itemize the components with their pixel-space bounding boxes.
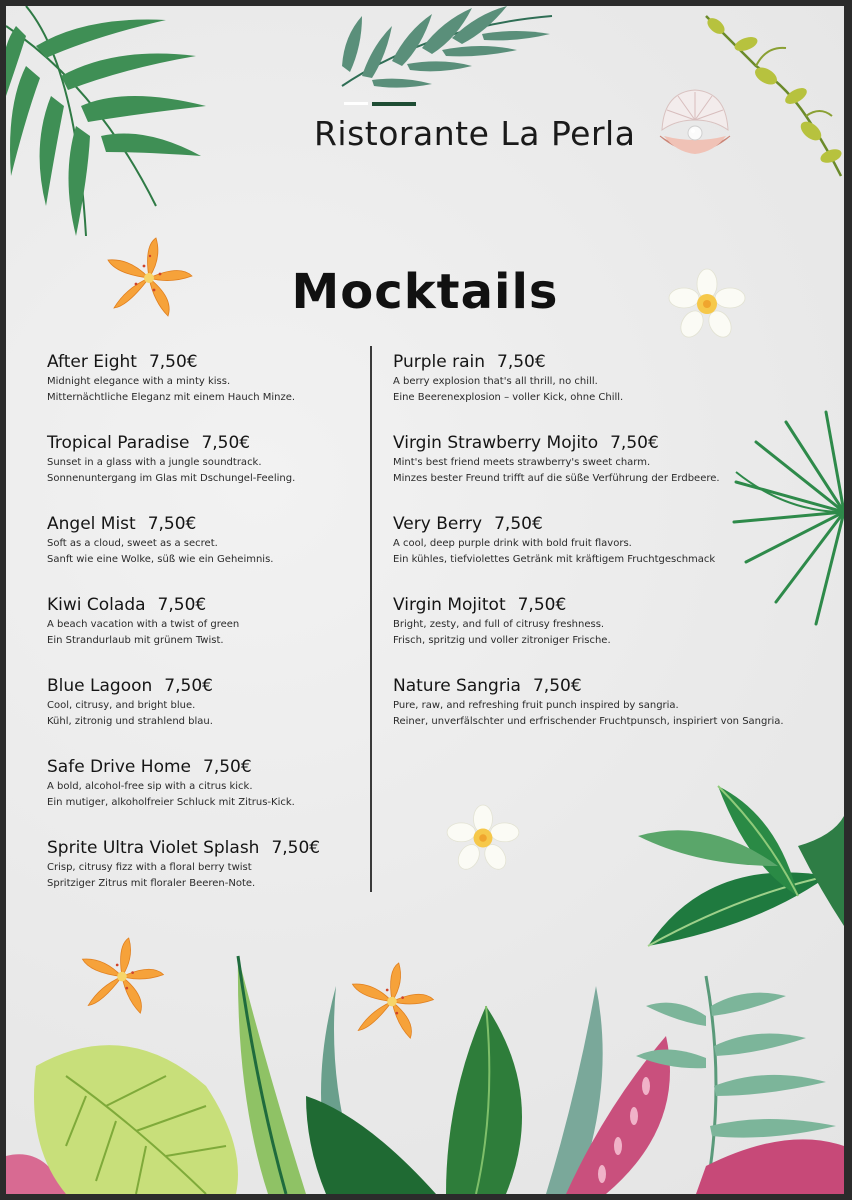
menu-item [393, 512, 833, 593]
menu-item [47, 755, 367, 836]
item-price: 7,50€ [610, 433, 659, 453]
item-description-de: Minzes bester Freund trifft auf die süße Verführung der Erdbeere. [393, 473, 720, 484]
menu-item [393, 674, 833, 755]
item-price: 7,50€ [203, 757, 252, 777]
item-description-de: Spritziger Zitrus mit floraler Beeren-Note. [47, 878, 256, 889]
palm-leaf-icon [322, 6, 562, 96]
item-name: Very Berry [393, 514, 483, 534]
item-price: 7,50€ [164, 676, 213, 696]
item-price: 7,50€ [148, 352, 198, 372]
item-description-en: A cool, deep purple drink with bold fruit flavors. [393, 538, 632, 549]
item-description-en: Sunset in a glass with a jungle soundtrack. [47, 457, 262, 468]
header-accent-line [344, 102, 368, 105]
frangipani-flower-icon [446, 804, 520, 872]
menu-item [393, 350, 833, 431]
item-description-de: Sanft wie eine Wolke, süß wie ein Geheimnis. [47, 554, 274, 565]
item-description-de: Frisch, spritzig und voller zitroniger Frische. [393, 635, 611, 646]
item-name: After Eight [47, 352, 137, 372]
shell-pearl-icon [654, 86, 736, 168]
item-description-en: Mint's best friend meets strawberry's sweet charm. [393, 457, 651, 468]
item-description-en: Crisp, citrusy fizz with a floral berry twist [47, 862, 252, 873]
menu-column-right [393, 350, 833, 755]
item-price: 7,50€ [517, 595, 567, 615]
item-description-en: Cool, citrusy, and bright blue. [47, 700, 196, 711]
item-name: Blue Lagoon [47, 676, 153, 696]
menu-item [47, 512, 367, 593]
menu-item [393, 431, 833, 512]
header-accent-line [372, 102, 416, 106]
item-price: 7,50€ [201, 433, 251, 453]
item-description-de: Ein kühles, tiefviolettes Getränk mit kräftigem Fruchtgeschmack [393, 554, 716, 565]
tropical-leaves-icon [628, 776, 844, 956]
menu-item [47, 836, 367, 917]
palm-leaf-icon [6, 6, 226, 246]
item-description-de: Kühl, zitronig und strahlend blau. [47, 716, 213, 727]
item-price: 7,50€ [147, 514, 197, 534]
tropical-leaves-icon [6, 946, 844, 1194]
menu-page [6, 6, 844, 1194]
menu-item [47, 431, 367, 512]
menu-item [393, 593, 833, 674]
item-description-de: Eine Beerenexplosion – voller Kick, ohne Chill. [393, 392, 624, 403]
menu-item [47, 674, 367, 755]
item-description-en: A berry explosion that's all thrill, no chill. [393, 376, 598, 387]
item-description-de: Sonnenuntergang im Glas mit Dschungel-Feeling. [47, 473, 296, 484]
item-price: 7,50€ [494, 514, 543, 534]
column-divider [370, 346, 372, 892]
item-price: 7,50€ [271, 838, 321, 858]
item-description-en: A beach vacation with a twist of green [47, 619, 240, 630]
item-description-de: Ein mutiger, alkoholfreier Schluck mit Zitrus-Kick. [47, 797, 295, 808]
item-name: Tropical Paradise [47, 433, 190, 453]
restaurant-name: Ristorante La Perla [314, 114, 636, 153]
item-description-en: Pure, raw, and refreshing fruit punch inspired by sangria. [393, 700, 679, 711]
menu-title: Mocktails [291, 264, 559, 320]
item-price: 7,50€ [157, 595, 207, 615]
item-name: Virgin Mojitot [393, 595, 506, 615]
menu-column-left [47, 350, 367, 917]
item-description-en: A bold, alcohol-free sip with a citrus kick. [47, 781, 253, 792]
item-description-en: Soft as a cloud, sweet as a secret. [47, 538, 218, 549]
item-name: Angel Mist [47, 514, 136, 534]
item-name: Kiwi Colada [47, 595, 146, 615]
item-name: Nature Sangria [393, 676, 521, 696]
item-name: Virgin Strawberry Mojito [393, 433, 599, 453]
item-description-en: Midnight elegance with a minty kiss. [47, 376, 231, 387]
item-name: Purple rain [393, 352, 485, 372]
menu-item [47, 593, 367, 674]
item-description-de: Ein Strandurlaub mit grünem Twist. [47, 635, 224, 646]
item-name: Safe Drive Home [47, 757, 191, 777]
item-price: 7,50€ [497, 352, 546, 372]
item-description-en: Bright, zesty, and full of citrusy freshness. [393, 619, 605, 630]
item-name: Sprite Ultra Violet Splash [47, 838, 260, 858]
item-description-de: Mitternächtliche Eleganz mit einem Hauch Minze. [47, 392, 296, 403]
item-description-de: Reiner, unverfälschter und erfrischender Fruchtpunsch, inspiriert von Sangria. [393, 716, 784, 727]
menu-item [47, 350, 367, 431]
item-price: 7,50€ [532, 676, 582, 696]
